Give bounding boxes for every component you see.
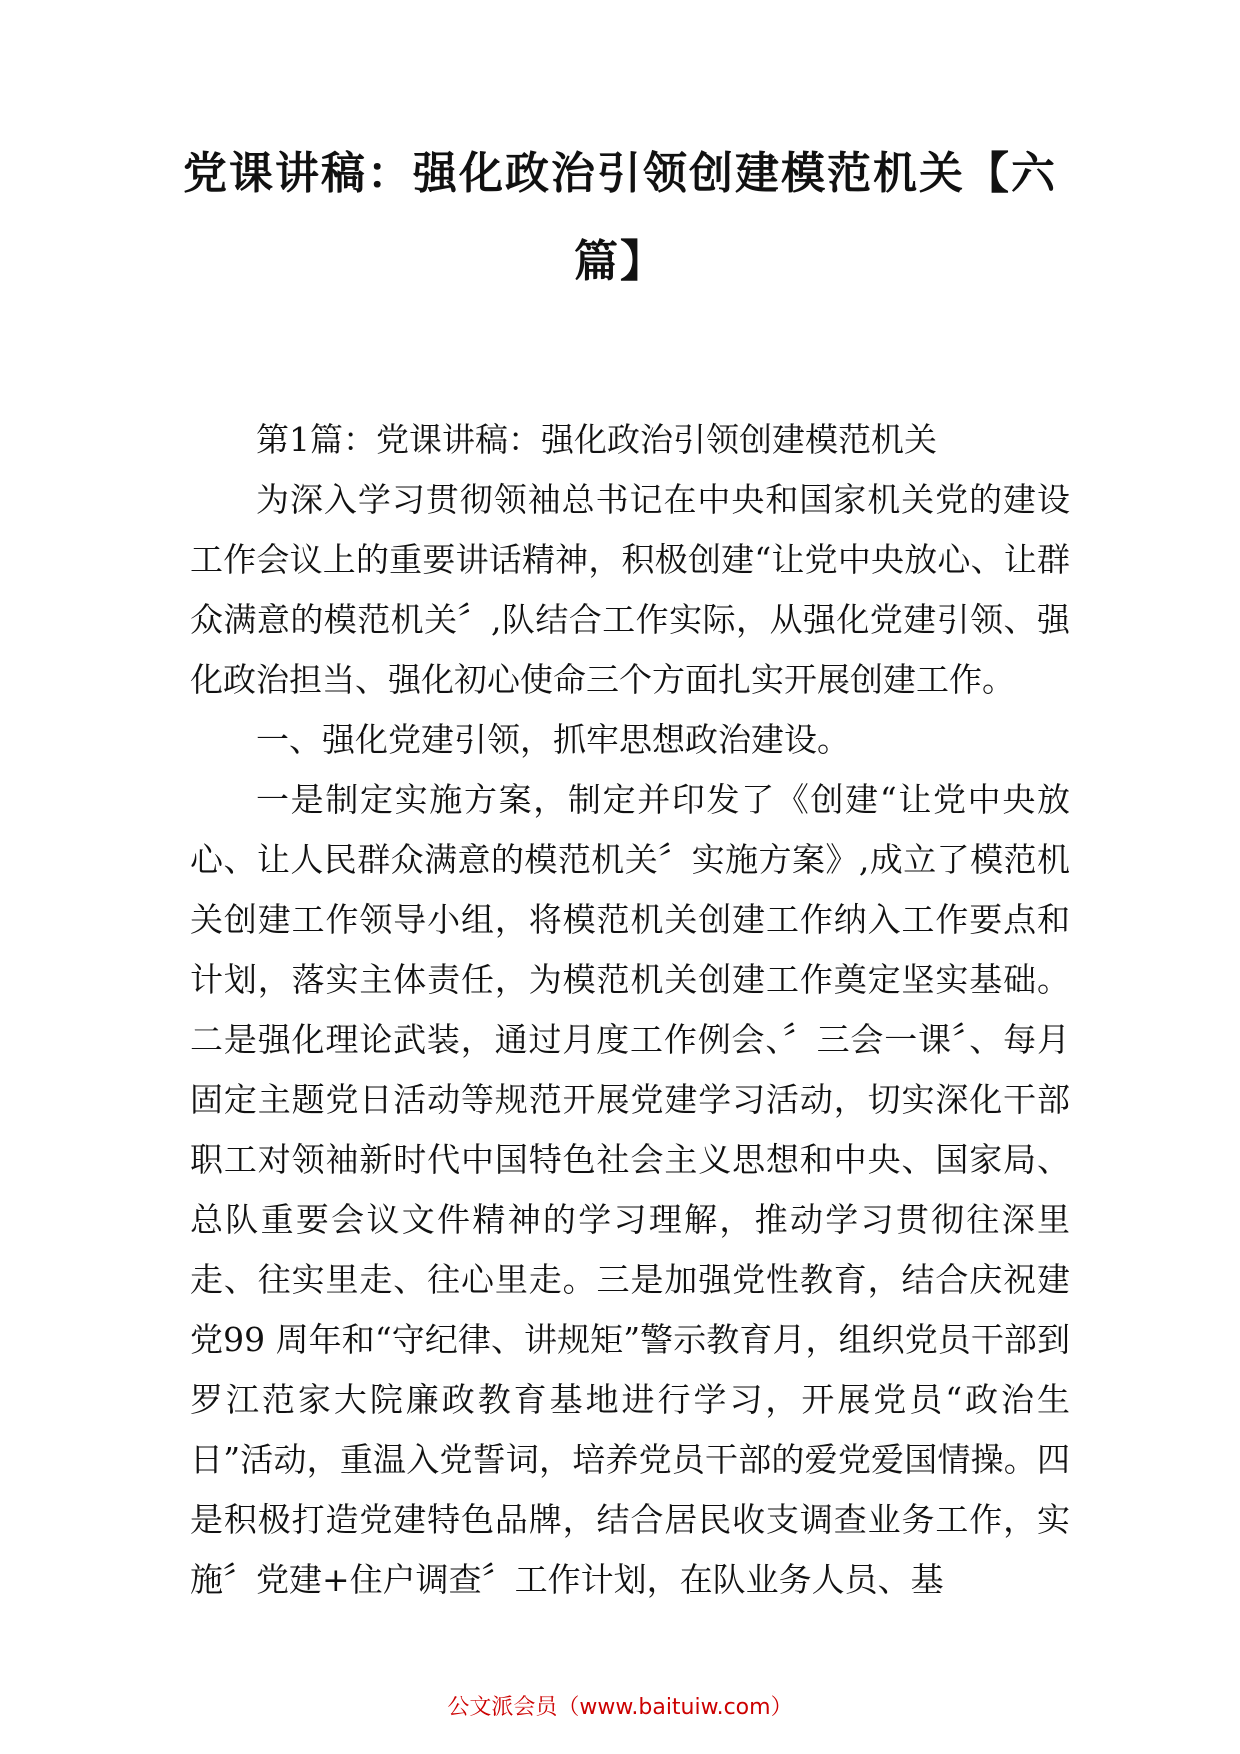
paragraph-section-heading: 第1篇：党课讲稿：强化政治引领创建模范机关 [256, 420, 937, 459]
paragraph-part-one-heading: 一、强化党建引领，抓牢思想政治建设。 [256, 720, 850, 759]
paragraph-intro: 为深入学习贯彻领袖总书记在中央和国家机关党的建设工作会议上的重要讲话精神，积极创建“让党中央放心、让群众满意的模范机关〞,队结合工作实际，从强化党建引领、强化政治担当、强化初心使命三个方面扎实开展创建工作。 [190, 480, 1070, 699]
paragraph-part-one-body: 一是制定实施方案，制定并印发了《创建“让党中央放心、让人民群众满意的模范机关〞实施方案》,成立了模范机关创建工作领导小组，将模范机关创建工作纳入工作要点和计划，落实主体责任，为模范机关创建工作奠定坚实基础。二是强化理论武装，通过月度工作例会、〞三会一课〞、每月固定主题党日活动等规范开展党建学习活动，切实深化干部职工对领袖新时代中国特色社会主义思想和中央、国家局、总队重要会议文件精神的学习理解，推动学习贯彻往深里走、往实里走、往心里走。三是加强党性教育，结合庆祝建党99 周年和“守纪律、讲规矩”警示教育月，组织党员干部到罗江范家大院廉政教育基地进行学习，开展党员“政治生日”活动，重温入党誓词，培养党员干部的爱党爱国情操。四是积极打造党建特色品牌，结合居民收支调查业务工作，实施〞党建+住户调查〞工作计划，在队业务人员、基 [190, 780, 1070, 1599]
footer-watermark: 公文派会员（www.baituiw.com） [447, 1695, 793, 1720]
document-title: 党课讲稿：强化政治引领创建模范机关【六篇】 [183, 148, 1057, 287]
document-body [190, 410, 1070, 1610]
